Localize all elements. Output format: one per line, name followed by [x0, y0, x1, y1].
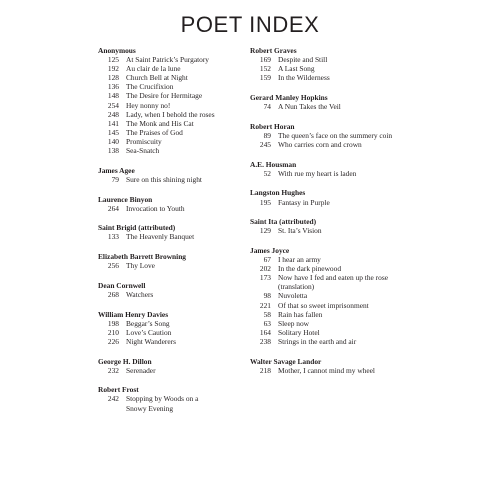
poem-title: Nuvoletta	[278, 291, 308, 301]
poet-name: Robert Horan	[250, 121, 295, 131]
poem-title: Rain has fallen	[278, 309, 323, 319]
page-number: 141	[107, 118, 119, 128]
poet-block	[250, 160, 450, 178]
poem-title: Solitary Hotel	[278, 327, 320, 337]
page-number: 264	[107, 203, 119, 213]
poet-name: Saint Ita (attributed)	[250, 217, 317, 227]
poem-title: In the Wilderness	[278, 73, 330, 83]
index-entry	[98, 261, 248, 270]
index-entry-continuation	[98, 404, 248, 413]
poet-name: William Henry Davies	[98, 309, 169, 319]
poet-block	[250, 122, 450, 149]
poem-title: At Saint Patrick’s Purgatory	[126, 55, 210, 65]
poet-name: Robert Graves	[250, 46, 297, 55]
page-number: 238	[259, 336, 271, 346]
poem-title: With rue my heart is laden	[278, 168, 357, 178]
index-entry	[250, 337, 450, 346]
poet-name: Laurence Binyon	[98, 194, 153, 204]
poem-title: A Last Song	[278, 64, 315, 74]
page-number: 192	[107, 64, 119, 74]
page-number: 140	[107, 136, 119, 146]
poet-name: Elizabeth Barrett Browning	[98, 252, 187, 262]
index-entry	[98, 394, 248, 403]
index-entry	[250, 55, 450, 64]
index-column-left	[98, 46, 248, 423]
page-number: 58	[263, 309, 271, 319]
index-entry	[250, 169, 450, 178]
page-number: 221	[259, 300, 271, 310]
page-number: 133	[107, 232, 119, 242]
poem-title: Promiscuity	[126, 136, 162, 146]
poet-block	[250, 357, 450, 375]
poem-title: Who carries corn and crown	[278, 139, 362, 149]
poem-title: Sure on this shining night	[126, 174, 202, 184]
page-number: 136	[107, 82, 119, 92]
poem-title: Night Wanderers	[126, 336, 176, 346]
poet-block	[98, 252, 248, 270]
poet-name: Robert Frost	[98, 385, 139, 395]
poem-title: The Monk and His Cat	[126, 118, 194, 128]
poem-title: The Crucifixion	[126, 82, 174, 92]
index-entry	[250, 328, 450, 337]
page-number: 67	[263, 255, 271, 265]
poet-block	[98, 223, 248, 241]
index-entry	[250, 73, 450, 82]
page-number: 79	[111, 174, 119, 184]
page-number: 63	[263, 318, 271, 328]
poem-title: Invocation to Youth	[126, 203, 185, 213]
page-title: POET INDEX	[180, 12, 320, 37]
poem-title: Hey nonny no!	[126, 100, 171, 110]
poem-title: In the dark pinewood	[278, 264, 342, 274]
poem-title: Mother, I cannot mind my wheel	[278, 365, 375, 375]
poet-name: Anonymous	[98, 46, 136, 55]
poem-title: The queen’s face on the summery coin	[278, 130, 393, 140]
page-number: 226	[107, 336, 119, 346]
index-entry	[98, 101, 248, 110]
index-entry	[98, 366, 248, 375]
index-entry	[250, 131, 450, 140]
page-number: 129	[259, 226, 271, 236]
page-number: 198	[107, 318, 119, 328]
page-number: 74	[263, 102, 271, 112]
poet-block	[250, 188, 450, 206]
page-number: 125	[107, 55, 119, 65]
poet-name: James Agee	[98, 165, 135, 175]
page-number-blank	[250, 282, 271, 291]
poem-title: Church Bell at Night	[126, 73, 188, 83]
page-number: 232	[107, 365, 119, 375]
page-number: 245	[259, 139, 271, 149]
index-entry	[98, 91, 248, 100]
page-number: 138	[107, 146, 119, 156]
index-entry	[98, 328, 248, 337]
poem-title: St. Ita’s Vision	[278, 226, 322, 236]
poet-block	[250, 246, 450, 346]
page-number: 159	[259, 73, 271, 83]
poem-title: The Heavenly Banquet	[126, 232, 195, 242]
poem-title: Stopping by Woods on a	[126, 394, 199, 404]
poet-name: A.E. Housman	[250, 159, 297, 169]
poem-title: Of that so sweet imprisonment	[278, 300, 369, 310]
poem-title: Lady, when I behold the roses	[126, 109, 215, 119]
index-entry	[250, 140, 450, 149]
poet-block	[250, 217, 450, 235]
poet-block	[98, 310, 248, 346]
index-entry	[98, 175, 248, 184]
index-entry	[98, 146, 248, 155]
poem-title: Sleep now	[278, 318, 309, 328]
index-entry	[250, 319, 450, 328]
index-entry	[98, 337, 248, 346]
poem-title: Watchers	[126, 289, 154, 299]
poet-name: Gerard Manley Hopkins	[250, 92, 328, 102]
index-column-right	[250, 46, 450, 385]
index-entry	[250, 226, 450, 235]
page-number: 52	[263, 168, 271, 178]
poet-name: Walter Savage Landor	[250, 356, 322, 366]
poet-block	[250, 46, 450, 82]
index-entry	[98, 55, 248, 64]
index-entry	[98, 64, 248, 73]
index-entry	[98, 73, 248, 82]
poem-title: Love’s Caution	[126, 327, 172, 337]
index-entry	[98, 110, 248, 119]
poet-name: Dean Cornwell	[98, 280, 146, 290]
page-number: 173	[259, 273, 271, 283]
poet-block	[98, 195, 248, 213]
page-number-blank	[98, 404, 119, 413]
page-number: 218	[259, 365, 271, 375]
poem-title-continued: Snowy Evening	[126, 403, 174, 413]
index-entry	[250, 291, 450, 300]
poem-title: Au clair de la lune	[126, 64, 181, 74]
poet-name: Langston Hughes	[250, 188, 306, 198]
page-number: 89	[263, 130, 271, 140]
poet-block	[98, 385, 248, 412]
poem-title: Serenader	[126, 365, 156, 375]
page-number: 202	[259, 264, 271, 274]
poet-name: Saint Brigid (attributed)	[98, 223, 176, 233]
page-number: 242	[107, 394, 119, 404]
poem-title: Despite and Still	[278, 55, 328, 65]
index-entry	[250, 102, 450, 111]
poet-block	[250, 93, 450, 111]
poet-block	[98, 46, 248, 155]
index-entry	[98, 82, 248, 91]
page-number: 254	[107, 100, 119, 110]
page-number: 145	[107, 127, 119, 137]
poet-name: James Joyce	[250, 245, 290, 255]
index-entry	[250, 64, 450, 73]
index-entry	[250, 366, 450, 375]
index-entry	[98, 119, 248, 128]
poem-title: I hear an army	[278, 255, 321, 265]
page-number: 268	[107, 289, 119, 299]
index-entry-continuation	[250, 282, 450, 291]
poem-title: The Praises of God	[126, 127, 183, 137]
index-entry	[250, 273, 450, 282]
index-entry	[98, 232, 248, 241]
poet-block	[98, 166, 248, 184]
poem-title: Now have I fed and eaten up the rose	[278, 273, 388, 283]
poet-name: George H. Dillon	[98, 356, 152, 366]
index-entry	[250, 301, 450, 310]
index-entry	[250, 198, 450, 207]
poem-title: A Nun Takes the Veil	[278, 102, 341, 112]
poem-title: Strings in the earth and air	[278, 336, 357, 346]
page-number: 256	[107, 261, 119, 271]
index-entry	[250, 264, 450, 273]
page-number: 164	[259, 327, 271, 337]
page-number: 128	[107, 73, 119, 83]
page-number: 248	[107, 109, 119, 119]
poem-title: Sea-Snatch	[126, 146, 160, 156]
page-number: 148	[107, 91, 119, 101]
poet-block	[98, 281, 248, 299]
index-entry	[250, 255, 450, 264]
index-entry	[98, 204, 248, 213]
page-number: 210	[107, 327, 119, 337]
page-number: 152	[259, 64, 271, 74]
poet-block	[98, 357, 248, 375]
poem-title: The Desire for Hermitage	[126, 91, 203, 101]
index-entry	[98, 128, 248, 137]
page-number: 169	[259, 55, 271, 65]
poem-title: Fantasy in Purple	[278, 197, 330, 207]
poem-title: Thy Love	[126, 261, 155, 271]
index-entry	[98, 290, 248, 299]
page-number: 195	[259, 197, 271, 207]
poem-title-continued: (translation)	[278, 282, 315, 292]
index-entry	[250, 310, 450, 319]
page-number: 98	[263, 291, 271, 301]
index-entry	[98, 319, 248, 328]
index-entry	[98, 137, 248, 146]
poem-title: Beggar’s Song	[126, 318, 170, 328]
